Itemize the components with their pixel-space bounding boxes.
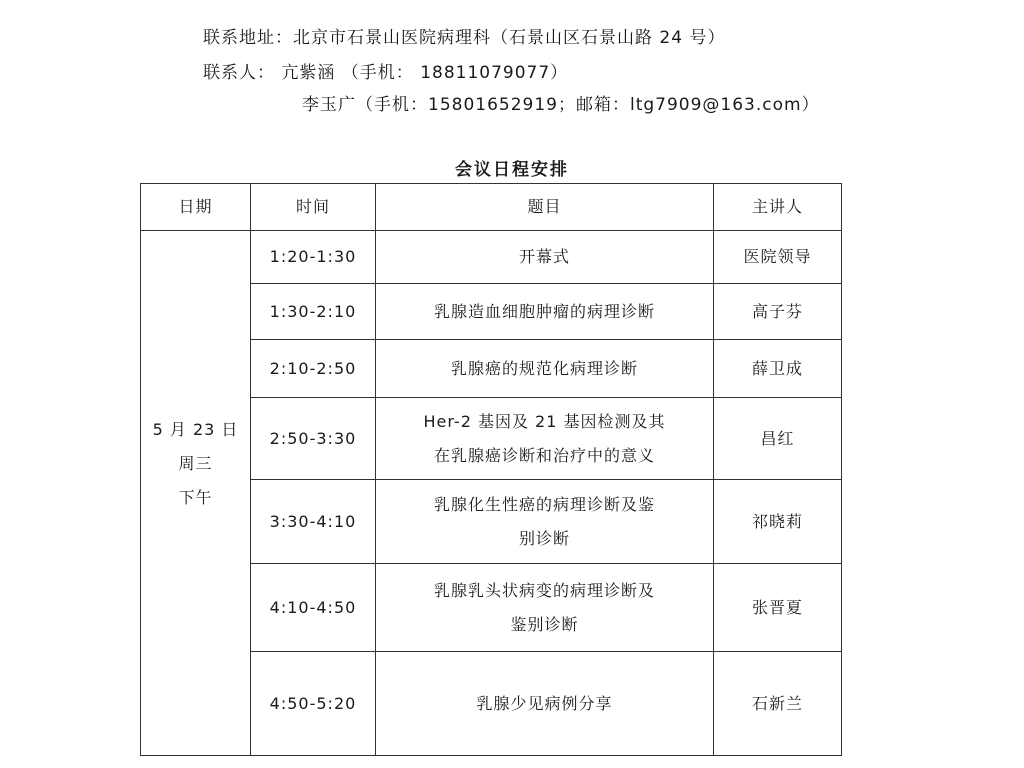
date-cell <box>141 231 251 756</box>
contact-address: 联系地址：北京市石景山医院病理科（石景山区石景山路 24 号） <box>203 28 726 48</box>
time-cell: 3:30-4:10 <box>251 480 376 564</box>
speaker-cell: 石新兰 <box>714 652 842 756</box>
speaker-cell: 高子芬 <box>714 284 842 340</box>
time-cell: 2:50-3:30 <box>251 398 376 480</box>
contact-person-1: 联系人： 亢紫涵 （手机： 18811079077） <box>203 63 569 83</box>
contact-person-2: 李玉广（手机：15801652919；邮箱：ltg7909@163.com） <box>302 95 820 115</box>
time-cell: 2:10-2:50 <box>251 340 376 398</box>
header-date: 日期 <box>141 184 251 231</box>
topic-cell <box>376 340 714 398</box>
time-cell: 4:50-5:20 <box>251 652 376 756</box>
topic-line: 在乳腺癌诊断和治疗中的意义 <box>433 445 655 465</box>
topic-line: Her-2 基因及 21 基因检测及其 <box>423 411 666 431</box>
speaker-cell: 祁晓莉 <box>714 480 842 564</box>
topic-line: 乳腺少见病例分享 <box>476 693 613 713</box>
topic-cell <box>376 652 714 756</box>
topic-line: 乳腺化生性癌的病理诊断及鉴 <box>433 494 655 514</box>
time-cell: 1:20-1:30 <box>251 231 376 284</box>
topic-cell <box>376 284 714 340</box>
topic-cell <box>376 398 714 480</box>
table-header-row <box>141 184 842 231</box>
speaker-cell: 张晋夏 <box>714 564 842 652</box>
table-row <box>141 231 842 284</box>
schedule-title: 会议日程安排 <box>455 160 569 180</box>
header-topic: 题目 <box>376 184 714 231</box>
topic-line: 乳腺造血细胞肿瘤的病理诊断 <box>433 301 655 321</box>
time-cell: 1:30-2:10 <box>251 284 376 340</box>
topic-line: 乳腺乳头状病变的病理诊断及 <box>433 580 655 600</box>
topic-line: 别诊断 <box>518 528 570 548</box>
topic-line: 乳腺癌的规范化病理诊断 <box>450 358 638 378</box>
weekday-line: 周三 <box>178 454 213 473</box>
period-line: 下午 <box>178 488 213 507</box>
date-line: 5 月 23 日 <box>152 420 239 439</box>
header-time: 时间 <box>251 184 376 231</box>
header-speaker: 主讲人 <box>714 184 842 231</box>
topic-line: 开幕式 <box>518 247 570 266</box>
speaker-cell: 医院领导 <box>714 231 842 284</box>
time-cell: 4:10-4:50 <box>251 564 376 652</box>
topic-cell <box>376 480 714 564</box>
topic-line: 鉴别诊断 <box>510 614 579 634</box>
topic-cell <box>376 564 714 652</box>
speaker-cell: 薛卫成 <box>714 340 842 398</box>
speaker-cell: 昌红 <box>714 398 842 480</box>
schedule-table <box>140 183 842 756</box>
topic-cell <box>376 231 714 284</box>
